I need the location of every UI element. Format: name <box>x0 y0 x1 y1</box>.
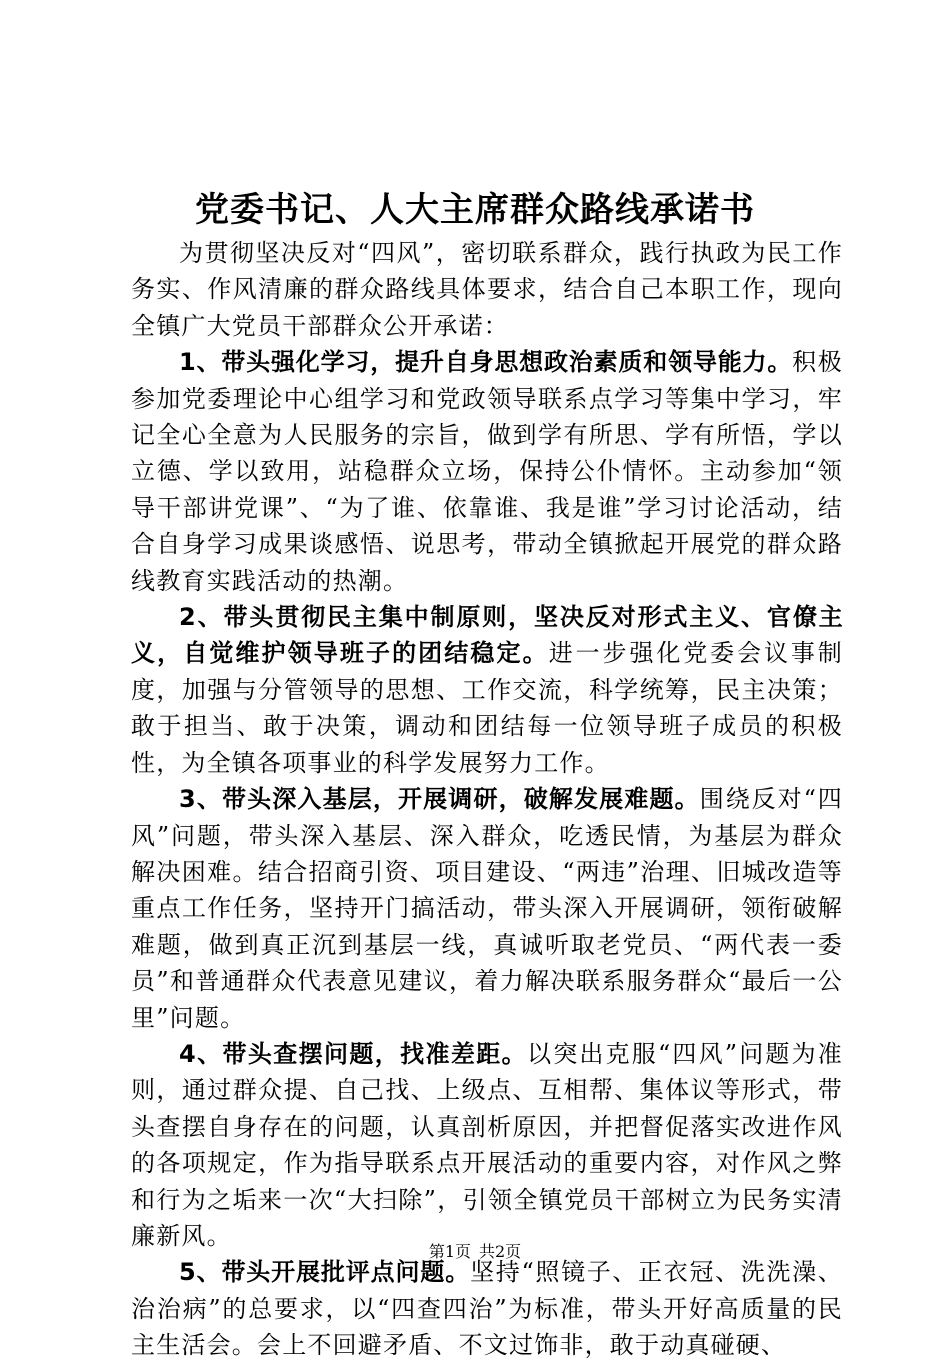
page-number-total: 共2页 <box>479 1242 522 1261</box>
commitment-item-5 <box>131 1254 843 1363</box>
page-number-current: 第1页 <box>428 1242 471 1261</box>
commitment-heading: 3、带头深入基层，开展调研，破解发展难题。 <box>179 785 700 814</box>
commitment-heading: 2、带头贯彻民主集中制原则，坚决反对形式主义、官僚主义，自觉维护领导班子的团结稳定。 <box>131 603 843 668</box>
document-title: 党委书记、人大主席群众路线承诺书 <box>195 190 755 230</box>
commitment-item-2 <box>131 599 843 781</box>
commitment-heading: 5、带头开展批评点问题。 <box>179 1258 471 1287</box>
document-body <box>131 235 843 1364</box>
commitment-text: 进一步强化党委会议事制度，加强与分管领导的思想、工作交流，科学统筹，民主决策；敢于担当、敢于决策，调动和团结每一位领导班子成员的积极性，为全镇各项事业的科学发展努力工作。 <box>131 639 843 777</box>
commitment-text: 积极参加党委理论中心组学习和党政领导联系点学习等集中学习，牢记全心全意为人民服务的宗旨，做到学有所思、学有所悟，学以立德、学以致用，站稳群众立场，保持公仆情怀。主动参加“领导干部讲党课”、“为了谁、依靠谁、我是谁”学习讨论活动，结合自身学习成果谈感悟、说思考，带动全镇掀起开展党的群众路线教育实践活动的热潮。 <box>131 348 843 595</box>
commitment-item-1 <box>131 344 843 599</box>
commitment-text: 以突出克服“四风”问题为准则，通过群众提、自己找、上级点、互相帮、集体议等形式，带头查摆自身存在的问题，认真剖析原因，并把督促落实改进作风的各项规定，作为指导联系点开展活动的重要内容，对作风之弊和行为之垢来一次“大扫除”，引领全镇党员干部树立为民务实清廉新风。 <box>131 1039 843 1250</box>
intro-paragraph: 为贯彻坚决反对“四风”，密切联系群众，践行执政为民工作务实、作风清廉的群众路线具体要求，结合自己本职工作，现向全镇广大党员干部群众公开承诺： <box>131 239 843 340</box>
page-footer <box>0 1242 950 1262</box>
commitment-heading: 1、带头强化学习，提升自身思想政治素质和领导能力。 <box>179 348 793 377</box>
commitment-item-3 <box>131 781 843 1036</box>
commitment-text: 围绕反对“四风”问题，带头深入基层、深入群众，吃透民情，为基层为群众解决困难。结合招商引资、项目建设、“两违”治理、旧城改造等重点工作任务，坚持开门搞活动，带头深入开展调研，领衔破解难题，做到真正沉到基层一线，真诚听取老党员、“两代表一委员”和普通群众代表意见建议，着力解决联系服务群众“最后一公里”问题。 <box>131 785 843 1032</box>
commitment-text: 坚持“照镜子、正衣冠、洗洗澡、治治病”的总要求，以“四查四治”为标准，带头开好高质量的民主生活会。会上不回避矛盾、不文过饰非，敢于动真碰硬、 <box>131 1258 843 1360</box>
commitment-heading: 4、带头查摆问题，找准差距。 <box>179 1039 528 1068</box>
commitment-item-4 <box>131 1036 843 1254</box>
